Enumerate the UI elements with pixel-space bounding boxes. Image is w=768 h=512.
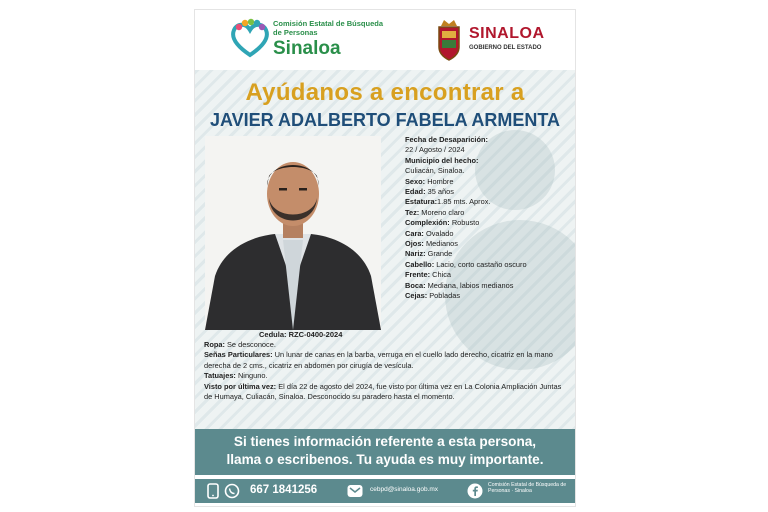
state-subtitle: GOBIERNO DEL ESTADO xyxy=(469,45,542,51)
person-photo-illustration xyxy=(205,136,381,330)
detail-visto: Visto por última vez: El día 22 de agosto del 2024, fue visto por última vez en La Colonia Ampliación Juntas de Humaya, Culiacán, Sinaloa. Desconocido su paradero hasta el momento. xyxy=(204,381,562,402)
field-row: Cejas: Pobladas xyxy=(405,291,461,301)
person-photo xyxy=(205,136,381,330)
phone-icon xyxy=(205,483,221,499)
footer-org-name[interactable]: Comisión Estatal de Búsqueda de Personas · Sinaloa xyxy=(488,482,567,495)
state-shield-icon xyxy=(435,17,463,61)
physical-description xyxy=(405,135,570,302)
field-row: Edad: 35 años xyxy=(405,187,454,197)
state-name: SINALOA xyxy=(469,25,545,42)
email-icon xyxy=(347,483,363,499)
contact-footer xyxy=(195,475,575,506)
field-row: Estatura:1.85 mts. Aprox. xyxy=(405,197,491,207)
email-address[interactable]: cebpd@sinaloa.gob.mx xyxy=(370,486,439,493)
call-to-action-banner xyxy=(195,429,575,475)
field-row: Boca: Mediana, labios medianos xyxy=(405,280,514,290)
cedula-number: Cedula: RZC-0400-2024 xyxy=(259,330,343,339)
banner-line-2: llama o escribenos. Tu ayuda es muy importante. xyxy=(226,452,544,467)
additional-details xyxy=(204,340,570,402)
detail-ropa: Ropa: Se desconoce. xyxy=(204,340,276,349)
field-row: Nariz: Grande xyxy=(405,249,453,259)
missing-person-poster xyxy=(194,9,576,507)
heart-people-icon xyxy=(229,17,271,59)
field-row: Cara: Ovalado xyxy=(405,228,454,238)
commission-state: Sinaloa xyxy=(273,38,341,59)
commission-name: Comisión Estatal de Búsqueda de Personas xyxy=(273,19,384,37)
detail-senas: Señas Particulares: Un lunar de canas en la barba, verruga en el cuello lado derecho, cicatriz en la mano derecha de 2 cms., cicatriz en abdomen por cirugía de vesícula. xyxy=(204,350,553,370)
whatsapp-icon xyxy=(224,483,240,499)
phone-number[interactable]: 667 1841256 xyxy=(250,484,318,496)
field-row: Municipio del hecho: xyxy=(405,155,479,165)
facebook-icon xyxy=(467,483,483,499)
field-row: Complexión: Robusto xyxy=(405,218,480,228)
field-row: Cabello: Lacio, corto castaño oscuro xyxy=(405,259,527,269)
field-row: Frente: Chica xyxy=(405,270,452,280)
field-row: Tez: Moreno claro xyxy=(405,207,465,217)
field-row: Culiacán, Sinaloa. xyxy=(405,166,465,176)
field-row: 22 / Agosto / 2024 xyxy=(405,145,465,155)
banner-line-1: Si tienes información referente a esta persona, xyxy=(233,434,537,449)
detail-tatuajes: Tatuajes: Ninguno. xyxy=(204,371,268,381)
poster-header xyxy=(195,10,575,70)
field-row: Sexo: Hombre xyxy=(405,176,454,186)
headline: Ayúdanos a encontrar a xyxy=(245,79,525,106)
person-name: JAVIER ADALBERTO FABELA ARMENTA xyxy=(209,110,560,130)
field-row: Fecha de Desaparición: xyxy=(405,135,488,144)
field-row: Ojos: Medianos xyxy=(405,239,458,249)
